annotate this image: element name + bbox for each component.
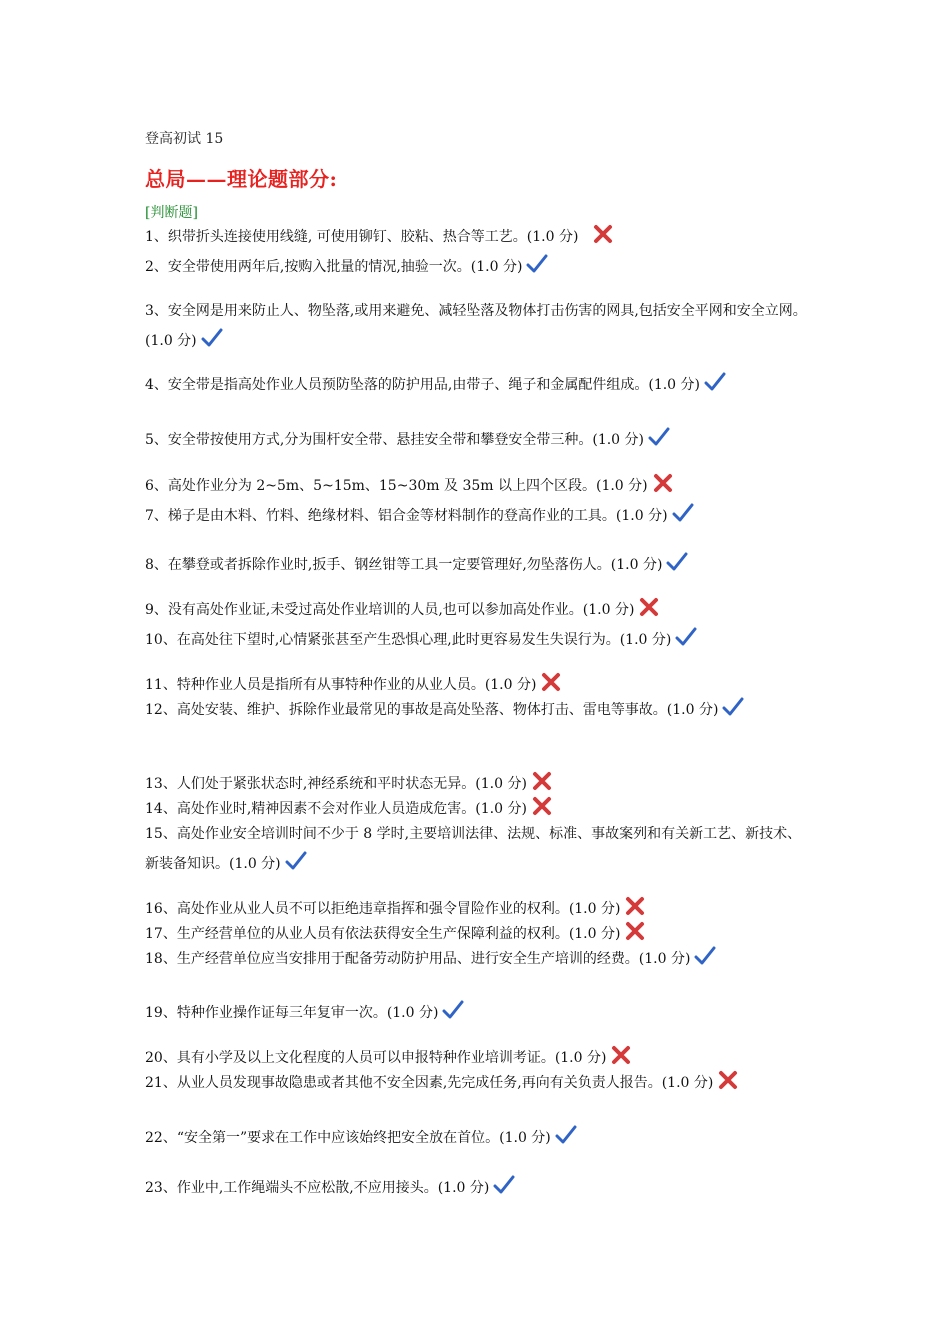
question-text: 1、织带折头连接使用线缝, 可使用铆钉、胶粘、热合等工艺。(1.0 分) xyxy=(145,229,579,245)
question-text: 17、生产经营单位的从业人员有依法获得安全生产保障利益的权利。(1.0 分) xyxy=(145,926,621,942)
question-text: 7、梯子是由木料、竹料、绝缘材料、铝合金等材料制作的登高作业的工具。(1.0 分) xyxy=(145,508,668,524)
question-item xyxy=(145,819,815,879)
question-text: 18、生产经营单位应当安排用于配备劳动防护用品、进行安全生产培训的经费。(1.0 分) xyxy=(145,951,691,967)
cross-icon xyxy=(592,224,614,244)
cross-icon xyxy=(540,672,562,692)
question-text: 11、特种作业人员是指所有从事特种作业的从业人员。(1.0 分) xyxy=(145,677,537,693)
question-item xyxy=(145,222,815,252)
check-icon xyxy=(285,851,307,871)
cross-icon xyxy=(531,771,553,791)
question-text: 16、高处作业从业人员不可以拒绝违章指挥和强令冒险作业的权利。(1.0 分) xyxy=(145,901,621,917)
check-icon xyxy=(493,1175,515,1195)
question-item xyxy=(145,595,815,625)
question-text: 20、具有小学及以上文化程度的人员可以申报特种作业培训考证。(1.0 分) xyxy=(145,1050,607,1066)
document-title: 登高初试 15 xyxy=(145,131,224,147)
question-text: 12、高处安装、维护、拆除作业最常见的事故是高处坠落、物体打击、雷电等事故。(1.0 分) xyxy=(145,702,719,718)
check-icon xyxy=(694,946,716,966)
cross-icon xyxy=(638,597,660,617)
cross-icon xyxy=(624,896,646,916)
check-icon xyxy=(201,328,223,348)
question-item xyxy=(145,1123,815,1153)
cross-icon xyxy=(531,796,553,816)
question-text: 22、“安全第一”要求在工作中应该始终把安全放在首位。(1.0 分) xyxy=(145,1130,551,1146)
section-title: 总局——理论题部分: xyxy=(145,167,338,191)
cross-icon xyxy=(717,1070,739,1090)
check-icon xyxy=(666,552,688,572)
question-item xyxy=(145,998,815,1028)
question-item xyxy=(145,625,815,655)
question-text: 14、高处作业时,精神因素不会对作业人员造成危害。(1.0 分) xyxy=(145,801,527,817)
question-text: 2、安全带使用两年后,按购入批量的情况,抽验一次。(1.0 分) xyxy=(145,259,523,275)
question-text: 10、在高处往下望时,心情紧张甚至产生恐惧心理,此时更容易发生失误行为。(1.0 分) xyxy=(145,632,672,648)
question-item xyxy=(145,501,815,531)
cross-icon xyxy=(624,921,646,941)
question-text: 6、高处作业分为 2~5m、5~15m、15~30m 及 35m 以上四个区段。(1.0 分) xyxy=(145,478,648,494)
question-text: 19、特种作业操作证每三年复审一次。(1.0 分) xyxy=(145,1005,439,1021)
question-item xyxy=(145,944,815,974)
check-icon xyxy=(442,1000,464,1020)
question-text: 21、从业人员发现事故隐患或者其他不安全因素,先完成任务,再向有关负责人报告。(1.0 分) xyxy=(145,1075,714,1091)
question-item xyxy=(145,471,815,501)
question-item xyxy=(145,425,815,455)
cross-icon xyxy=(652,473,674,493)
question-text: 9、没有高处作业证,未受过高处作业培训的人员,也可以参加高处作业。(1.0 分) xyxy=(145,602,635,618)
question-item xyxy=(145,1068,815,1098)
question-item xyxy=(145,695,815,725)
cross-icon xyxy=(610,1045,632,1065)
question-type-label: [判断题] xyxy=(145,205,198,221)
question-text: 8、在攀登或者拆除作业时,扳手、钢丝钳等工具一定要管理好,勿坠落伤人。(1.0 分) xyxy=(145,557,663,573)
question-text: 5、安全带按使用方式,分为围杆安全带、悬挂安全带和攀登安全带三种。(1.0 分) xyxy=(145,432,644,448)
check-icon xyxy=(672,503,694,523)
question-text: 3、安全网是用来防止人、物坠落,或用来避免、减轻坠落及物体打击伤害的网具,包括安全平网和安全立网。(1.0 分) xyxy=(145,303,807,349)
question-item xyxy=(145,370,815,400)
question-item xyxy=(145,550,815,580)
question-text: 15、高处作业安全培训时间不少于 8 学时,主要培训法律、法规、标准、事故案列和有关新工艺、新技术、新装备知识。(1.0 分) xyxy=(145,826,802,872)
question-item xyxy=(145,1173,815,1203)
check-icon xyxy=(526,254,548,274)
question-item xyxy=(145,296,815,356)
question-text: 4、安全带是指高处作业人员预防坠落的防护用品,由带子、绳子和金属配件组成。(1.0 分) xyxy=(145,377,700,393)
check-icon xyxy=(555,1125,577,1145)
check-icon xyxy=(722,697,744,717)
question-text: 23、作业中,工作绳端头不应松散,不应用接头。(1.0 分) xyxy=(145,1180,490,1196)
check-icon xyxy=(648,427,670,447)
check-icon xyxy=(675,627,697,647)
check-icon xyxy=(704,372,726,392)
question-text: 13、人们处于紧张状态时,神经系统和平时状态无异。(1.0 分) xyxy=(145,776,527,792)
question-item xyxy=(145,252,815,282)
